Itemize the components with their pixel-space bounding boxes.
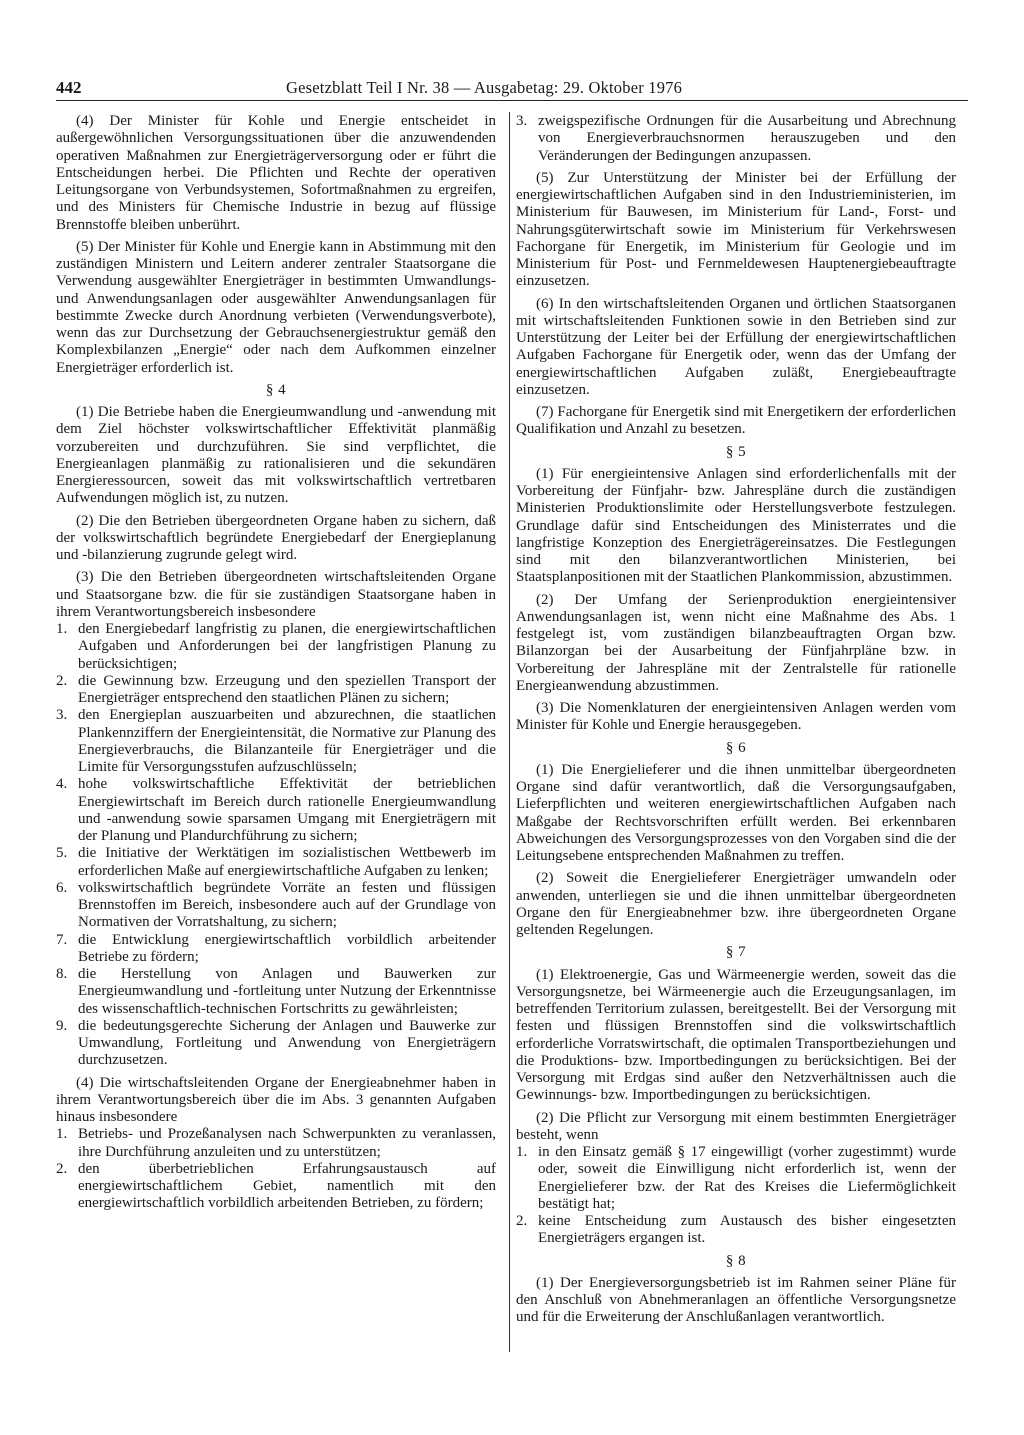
list-item-number: 6. <box>56 879 68 896</box>
paragraph-s4-6: (6) In den wirtschaftsleitenden Organen und örtlichen Staatsorganen mit wirtschaftsleitenden Funktionen sowie in den Betrieben sind zur Unterstützung der Leiter bei der Erfüllung der energiewirtschaftlichen Aufgaben Fachorgane für Energetik oder, wenn das der Umfang der energiewirtschaftlichen Aufgaben zuläßt, Energiebeauftragte einzusetzen. <box>516 295 956 398</box>
list-s4-4 <box>56 1126 496 1212</box>
paragraph-s8-1: (1) Der Energieversorgungsbetrieb ist im Rahmen seiner Pläne für den Anschluß von Abnehmeranlagen an öffentliche Versorgungsnetze und für die Erweiterung der Anschlußanlagen verantwortlich. <box>516 1274 956 1326</box>
paragraph-s4-7: (7) Fachorgane für Energetik sind mit Energetikern der erforderlichen Qualifikation und Anzahl zu besetzen. <box>516 404 956 438</box>
page-number: 442 <box>56 78 82 97</box>
list-item-number: 5. <box>56 845 68 862</box>
section-heading-s7: § 7 <box>725 944 747 961</box>
list-item-text: die Herstellung von Anlagen und Bauwerken zur Energieumwandlung und -fortleitung unter Nutzung der Erkenntnisse des wissenschaftlich-technischen Fortschritts zu gewährleisten; <box>78 966 496 1017</box>
list-item <box>516 1144 956 1213</box>
list-item-text: volkswirtschaftlich begründete Vorräte an festen und flüssigen Brennstoffen im Bereich, insbesondere auch auf der Grundlage von Normativen der Vorratshaltung, zu sichern; <box>78 879 496 931</box>
paragraph-s3-5: (5) Der Minister für Kohle und Energie kann in Abstimmung mit den zuständigen Ministern und Leitern anderer zentraler Staatsorgane die Verwendung ausgewählter Energieträger in bestimmten Umwandlungs- und Anwendungsanlagen oder ausgewählter Anwendungsanlagen für bestimmte Zwecke durch Anordnung verbieten (Verwendungsverbote), wenn das zur Durchsetzung der Gebrauchsenergiestruktur gemäß den Komplexbilanzen „Energie“ oder nach dem Aufkommen einzelner Energieträger erforderlich ist. <box>56 238 496 376</box>
list-item-text: zweigspezifische Ordnungen für die Ausarbeitung und Abrechnung von Energieverbrauchsnormen herauszugeben und den Veränderungen der Bedingungen anzupassen. <box>538 113 956 164</box>
list-item-text: Betriebs- und Prozeßanalysen nach Schwerpunkten zu veranlassen, ihre Durchführung anzuleiten und zu unterstützen; <box>78 1126 496 1160</box>
gazette-title: Gesetzblatt Teil I Nr. 38 — Ausgabetag: 29. Oktober 1976 <box>286 78 683 97</box>
list-item-number: 3. <box>516 113 528 129</box>
list-item-text: die Gewinnung bzw. Erzeugung und den speziellen Transport der Energieträger entsprechend den staatlichen Plänen zu sichern; <box>78 672 496 706</box>
paragraph-s3-4: (4) Der Minister für Kohle und Energie entscheidet in außergewöhnlichen Versorgungssituationen über die anzuwendenden operativen Maßnahmen zur Energieträgerversorgung oder er führt die Entscheidungen herbei. Die Pflichten und Rechte der operativen Leitungsorgane von Verbundsystemen, Sofortmaßnahmen zu ergreifen, und des Ministers für Chemische Industrie in bezug auf flüssige Brennstoffe bleiben unberührt. <box>56 113 496 233</box>
list-s4-3 <box>56 621 496 1070</box>
paragraph-s4-1: (1) Die Betriebe haben die Energieumwandlung und -anwendung mit dem Ziel höchster volkswirtschaftlicher Effektivität planmäßig vorzubereiten und durchzuführen. Sie sind verpflichtet, die Energieanlagen planmäßig zu rationalisieren und die sekundären Energieressourcen, soweit das mit volkswirtschaftlich vertretbaren Aufwendungen möglich ist, zu nutzen. <box>56 404 496 507</box>
list-item-text: die Initiative der Werktätigen im sozialistischen Wettbewerb im erforderlichen Maße auf energiewirtschaftliche Aufgaben zu lenken; <box>78 845 496 879</box>
list-item-number: 8. <box>56 966 68 982</box>
list-item <box>56 880 496 932</box>
list-item-text: in den Einsatz gemäß § 17 eingewilligt (vorher zugestimmt) wurde oder, soweit die Einwilligung nicht erforderlich ist, wenn der Energielieferer bzw. der Rat des Kreises die Liefermöglichkeit bestätigt hat; <box>538 1144 956 1212</box>
section-heading-s4: § 4 <box>265 381 287 398</box>
list-item-text: den überbetrieblichen Erfahrungsaustausch auf energiewirtschaftlichem Gebiet, namentlich mit den energiewirtschaftlich vorbildlich arbeitenden Betrieben, zu fördern; <box>78 1160 496 1212</box>
list-item-number: 7. <box>56 931 68 948</box>
list-item-number: 4. <box>56 776 68 793</box>
list-item-number: 3. <box>56 707 68 724</box>
list-item <box>56 932 496 967</box>
list-item-text: die Entwicklung energiewirtschaftlich vorbildlich arbeitender Betriebe zu fördern; <box>78 931 496 965</box>
left-column <box>56 113 496 1218</box>
header-rule <box>56 100 968 101</box>
paragraph-s5-2: (2) Der Umfang der Serienproduktion energieintensiver Anwendungsanlagen ist, wenn nicht eine Maßnahme des Abs. 1 festgelegt ist, vom zuständigen bilanzbeauftragten Organ bzw. Bilanzorgan bei der Ausarbeitung der Fünfjahrpläne bzw. in Vorbereitung der Jahrespläne mit der Zentralstelle für rationelle Energieanwendung abzustimmen. <box>516 591 956 694</box>
list-item <box>516 113 956 165</box>
list-item-text: den Energieplan auszuarbeiten und abzurechnen, die staatlichen Plankennziffern der Energieintensität, die Normative zur Planung des Energieverbrauchs, die Bilanzanteile für Energieträger und die Limite für Versorgungsstufen aufzuschlüsseln; <box>78 707 496 775</box>
list-item <box>56 776 496 845</box>
list-item <box>56 673 496 708</box>
paragraph-s7-2: (2) Die Pflicht zur Versorgung mit einem bestimmten Energieträger besteht, wenn <box>516 1109 956 1143</box>
paragraph-s7-1: (1) Elektroenergie, Gas und Wärmeenergie werden, soweit das die Versorgungsnetze, bei Wärmeenergie auch die Erzeugungsanlagen, im betreffenden Territorium zulassen, bereitgestellt. Bei der Versorgung mit festen und flüssigen Brennstoffen sind die volkswirtschaftlich erforderliche Vorratswirtschaft, die optimalen Transportbeziehungen und die Produktions- bzw. Importbedingungen zu berücksichtigen. Bei der Versorgung mit Erdgas sind außer den Netzverhältnissen auch die Gewinnungs- bzw. Importbedingungen zu berücksichtigen. <box>516 966 956 1104</box>
paragraph-s4-2: (2) Die den Betrieben übergeordneten Organe haben zu sichern, daß der volkswirtschaftlich begründete Energiebedarf der Energieplanung und -bilanzierung zugrunde gelegt wird. <box>56 512 496 563</box>
list-item-number: 1. <box>516 1144 528 1160</box>
list-item-text: den Energiebedarf langfristig zu planen, die energiewirtschaftlichen Aufgaben und Anforderungen bei der langfristigen Planung zu berücksichtigen; <box>78 621 496 672</box>
column-divider <box>509 112 510 1352</box>
list-item <box>56 621 496 673</box>
list-item-number: 1. <box>56 621 68 637</box>
list-s7-2 <box>516 1144 956 1248</box>
list-item-number: 9. <box>56 1017 68 1034</box>
section-heading-s5: § 5 <box>725 443 747 460</box>
paragraph-s5-3: (3) Die Nomenklaturen der energieintensiven Anlagen werden vom Minister für Kohle und Energie herausgegeben. <box>516 700 956 734</box>
list-item-number: 1. <box>56 1126 68 1143</box>
list-item-text: keine Entscheidung zum Austausch des bisher eingesetzten Energieträgers ergangen ist. <box>538 1213 956 1247</box>
list-item-number: 2. <box>516 1213 528 1229</box>
list-item <box>56 707 496 776</box>
section-heading-s6: § 6 <box>725 739 747 756</box>
paragraph-s6-1: (1) Die Energielieferer und die ihnen unmittelbar übergeordneten Organe sind dafür verantwortlich, daß die Versorgungsaufgaben, Lieferpflichten und weiteren energiewirtschaftlichen Aufgaben nach Maßgabe der Rechtsvorschriften erfüllt werden. Bei erkennbaren Abweichungen des Versorgungsprozesses von den Vorgaben sind die der Leitungsebene entsprechenden Maßnahmen zu treffen. <box>516 761 956 864</box>
right-column <box>516 113 956 1332</box>
paragraph-s4-5: (5) Zur Unterstützung der Minister bei der Erfüllung der energiewirtschaftlichen Aufgaben sind in den Industrieministerien, im Ministerium für Bauwesen, im Ministerium für Land-, Forst- und Nahrungsgüterwirtschaft sowie im Ministerium für Verkehrswesen Fachorgane für Energetik, im Ministerium für Geologie und im Ministerium für Post- und Fernmeldewesen Hauptenergiebeauftragte einzusetzen. <box>516 169 956 290</box>
list-item-number: 2. <box>56 672 68 689</box>
list-item-text: hohe volkswirtschaftliche Effektivität der betrieblichen Energiewirtschaft im Bereich durch rationelle Energieumwandlung und -anwendung sowie sparsamen Umgang mit Energieträgern mit der Planung und Plandurchführung zu sichern; <box>78 776 496 844</box>
list-item <box>516 1213 956 1248</box>
list-item <box>56 845 496 880</box>
paragraph-s4-4: (4) Die wirtschaftsleitenden Organe der Energieabnehmer haben in ihrem Verantwortungsbereich über die im Abs. 3 genannten Aufgaben hinaus insbesondere <box>56 1074 496 1125</box>
list-item-text: die bedeutungsgerechte Sicherung der Anlagen und Bauwerke zur Umwandlung, Fortleitung und Anwendung von Energieträgern durchzusetzen. <box>78 1017 496 1069</box>
list-item <box>56 1126 496 1161</box>
list-item-number: 2. <box>56 1160 68 1177</box>
list-item <box>56 1161 496 1213</box>
list-s4-4-continued <box>516 113 956 165</box>
page-header <box>56 78 968 100</box>
list-item <box>56 966 496 1018</box>
list-item <box>56 1018 496 1070</box>
section-heading-s8: § 8 <box>725 1252 747 1269</box>
paragraph-s5-1: (1) Für energieintensive Anlagen sind erforderlichenfalls mit der Vorbereitung der Fünfjahr- bzw. Jahrespläne durch die zuständigen Ministerien Produktionslimite oder Herstellungsverbote festzulegen. Grundlage dafür sind Entscheidungen des Ministerrates und die langfristige Konzeption des Energieträgereinsatzes. Die Festlegungen sind mit den bilanzverantwortlichen Ministerien, bei Staatsplanpositionen mit der Staatlichen Plankommission, abzustimmen. <box>516 465 956 586</box>
paragraph-s6-2: (2) Soweit die Energielieferer Energieträger umwandeln oder anwenden, unterliegen sie und die ihnen unmittelbar übergeordneten Organe den für Energieabnehmer bzw. ihre übergeordneten Organe geltenden Regelungen. <box>516 870 956 938</box>
paragraph-s4-3: (3) Die den Betrieben übergeordneten wirtschaftsleitenden Organe und Staatsorgane bzw. die für sie zuständigen Staatsorgane haben in ihrem Verantwortungsbereich insbesondere <box>56 569 496 620</box>
